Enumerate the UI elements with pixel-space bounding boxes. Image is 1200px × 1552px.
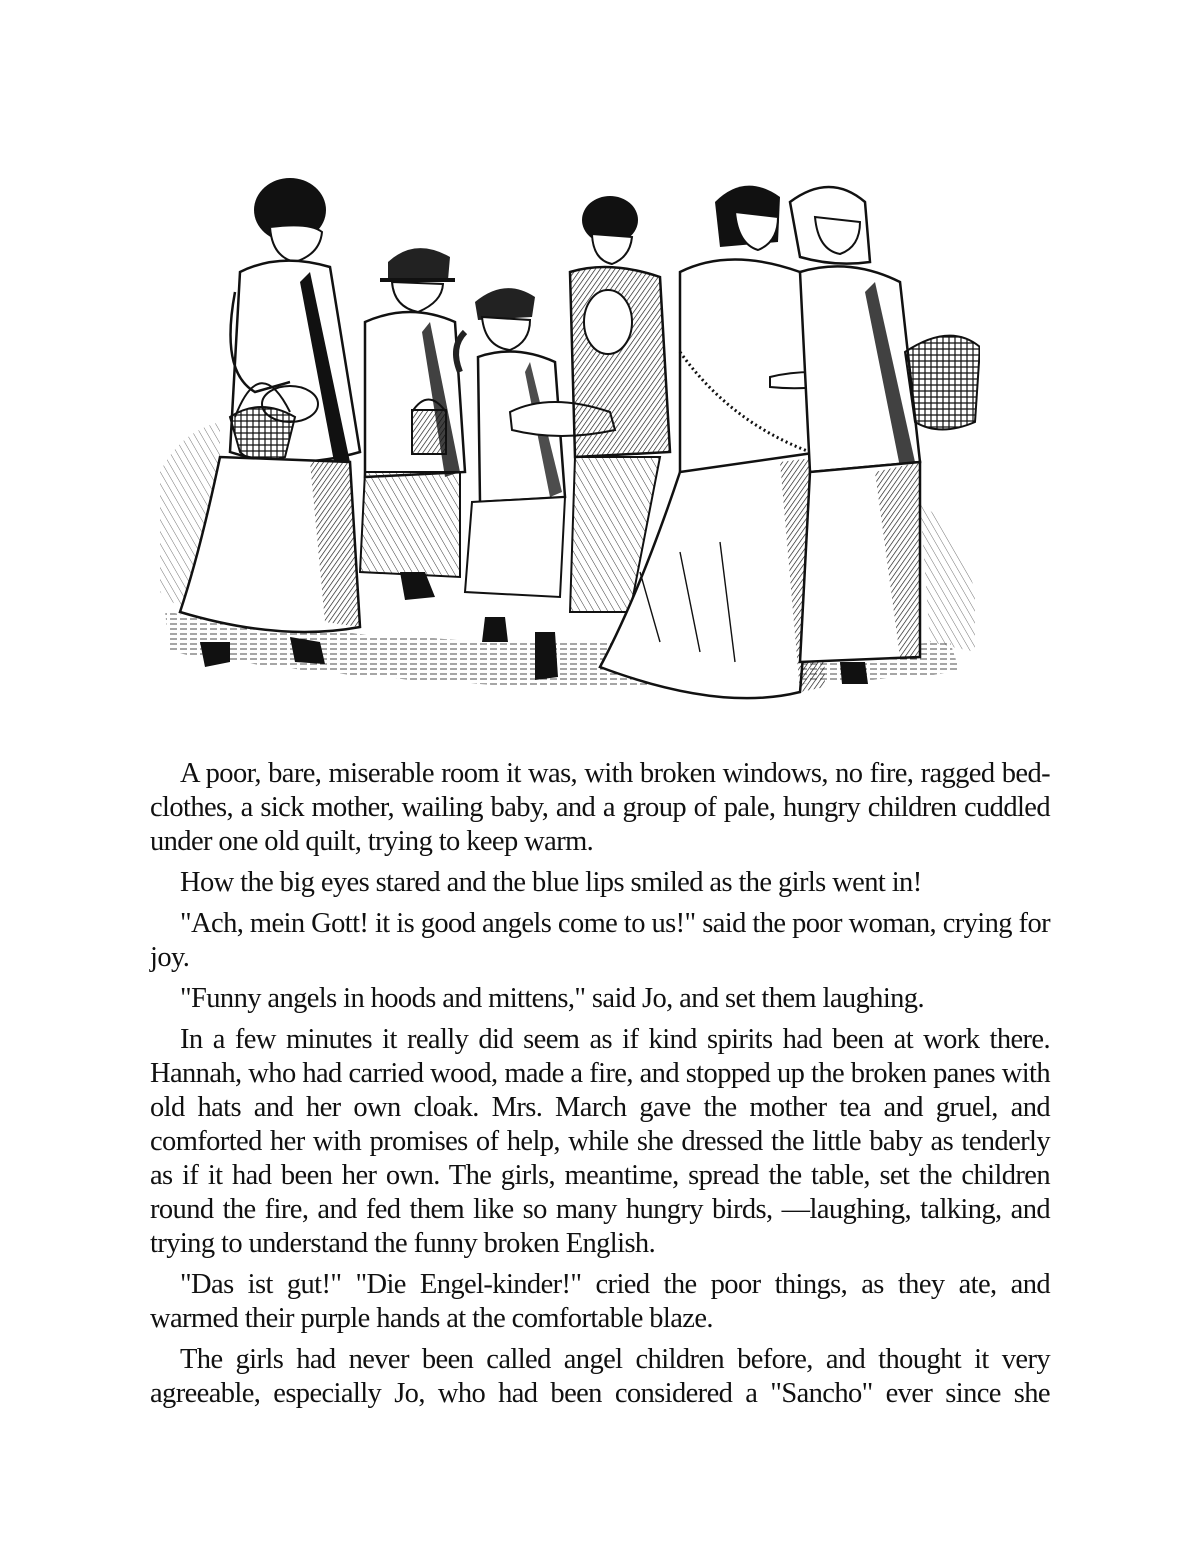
body-text [150,757,1050,1418]
paragraph: A poor, bare, miserable room it was, with broken windows, no fire, ragged bed-clothes, a sick mother, wailing baby, and a group of pale, hungry children cuddled under one old quilt, trying to keep warm. [150,758,1050,857]
figure-girl-with-pail [360,248,465,600]
paragraph: The girls had never been called angel children before, and thought it very agreeable, especially Jo, who had been considered a "Sancho" ever since she [150,1344,1050,1409]
paragraph: "Ach, mein Gott! it is good angels come to us!" said the poor woman, crying for joy. [150,908,1050,973]
figure-girl-with-basket [180,178,360,667]
paragraph: In a few minutes it really did seem as if kind spirits had been at work there. Hannah, who had carried wood, made a fire, and stopped up the broken panes with old hats and her own cloak. Mrs. March gave the mother tea and gruel, and comforted her with promises of help, while she dressed the little baby as tenderly as if it had been her own. The girls, meantime, spread the table, set the children round the fire, and fed them like so many hungry birds, —laughing, talking, and trying to understand the funny broken English. [150,1024,1050,1259]
paragraph: "Funny angels in hoods and mittens," said Jo, and set them laughing. [180,983,924,1014]
engraving-svg [160,172,980,717]
paragraph: "Das ist gut!" "Die Engel-kinder!" cried the poor things, as they ate, and warmed their purple hands at the comfortable blaze. [150,1269,1050,1334]
paragraph: How the big eyes stared and the blue lips smiled as the girls went in! [180,867,922,898]
illustration-engraving [160,172,980,717]
